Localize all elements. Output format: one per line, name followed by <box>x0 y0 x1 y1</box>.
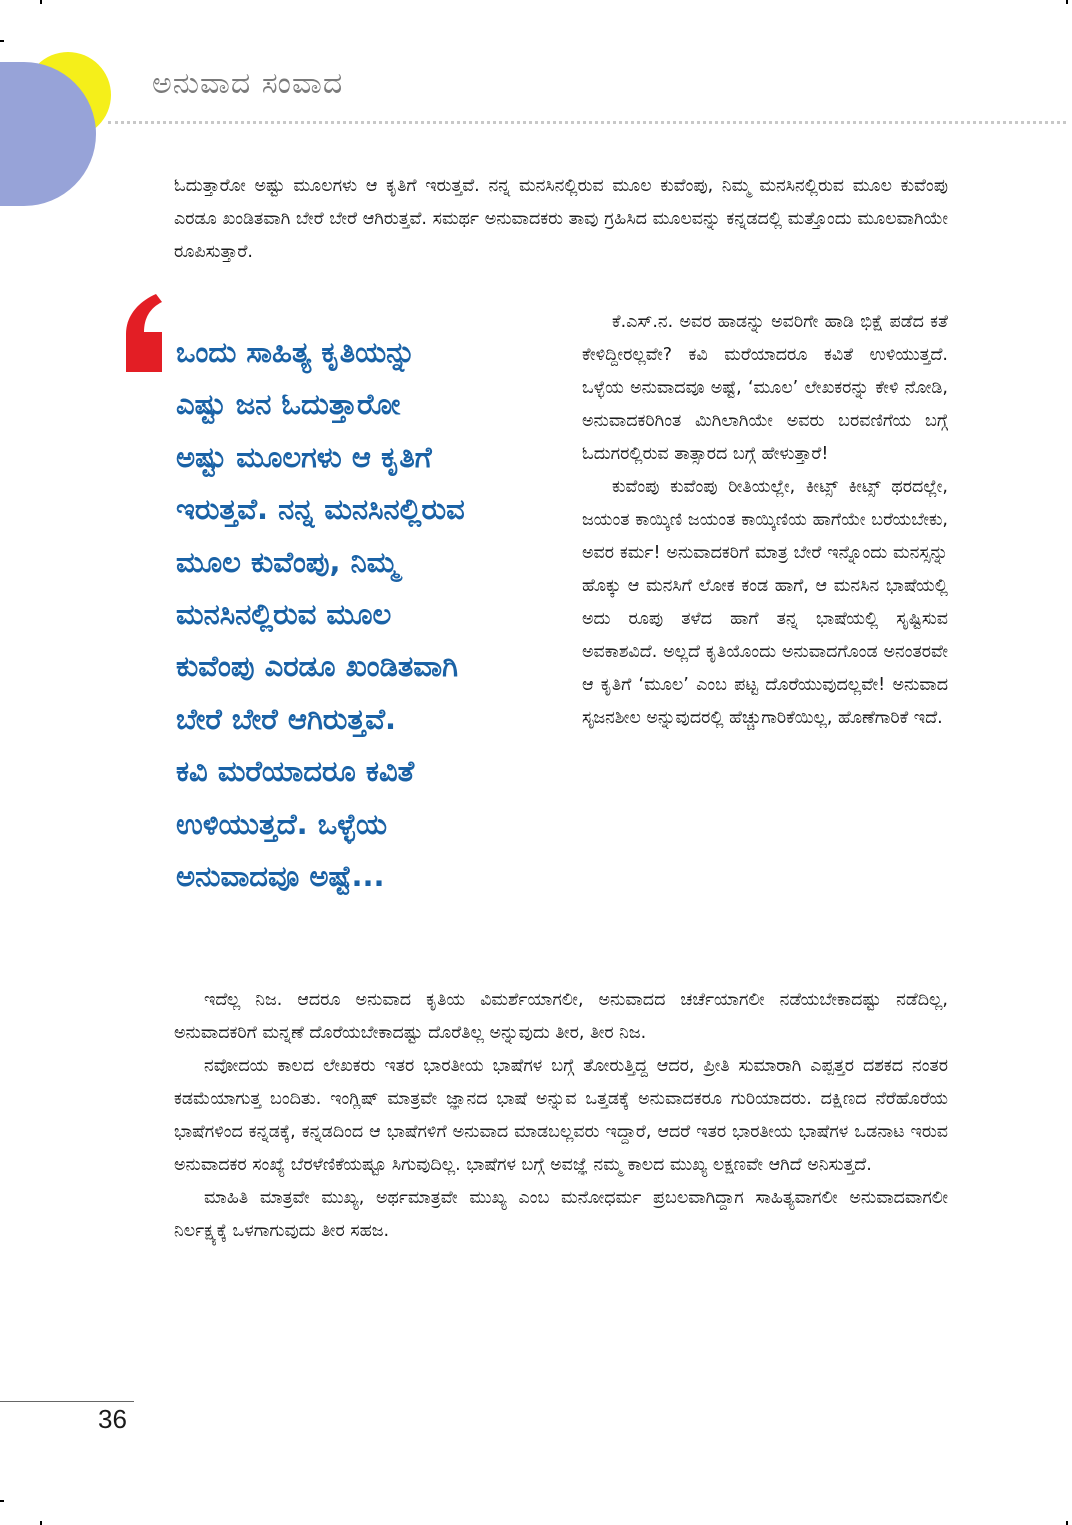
bottom-paragraph-2: ನವೋದಯ ಕಾಲದ ಲೇಖಕರು ಇತರ ಭಾರತೀಯ ಭಾಷೆಗಳ ಬಗ್ಗೆ ತೋರುತ್ತಿದ್ದ ಆದರ, ಪ್ರೀತಿ ಸುಮಾರಾಗಿ ಎಪ್ಪತ್ತರ ದಶಕದ ನಂತರ ಕಡಮೆಯಾಗುತ್ತ ಬಂದಿತು. ಇಂಗ್ಲಿಷ್ ಮಾತ್ರವೇ ಜ್ಞಾನದ ಭಾಷೆ ಅನ್ನುವ ಒತ್ತಡಕ್ಕೆ ಅನುವಾದಕರೂ ಗುರಿಯಾದರು. ದಕ್ಷಿಣದ ನೆರೆಹೊರೆಯ ಭಾಷೆಗಳಿಂದ ಕನ್ನಡಕ್ಕೆ, ಕನ್ನಡದಿಂದ ಆ ಭಾಷೆಗಳಿಗೆ ಅನುವಾದ ಮಾಡಬಲ್ಲವರು ಇದ್ದಾರೆ, ಆದರೆ ಇತರ ಭಾರತೀಯ ಭಾಷೆಗಳ ಒಡನಾಟ ಇರುವ ಅನುವಾದಕರ ಸಂಖ್ಯೆ ಬೆರಳೆಣಿಕೆಯಷ್ಟೂ ಸಿಗುವುದಿಲ್ಲ. ಭಾಷೆಗಳ ಬಗ್ಗೆ ಅವಜ್ಞೆ ನಮ್ಮ ಕಾಲದ ಮುಖ್ಯ ಲಕ್ಷಣವೇ ಆಗಿದೆ ಅನಿಸುತ್ತದೆ. <box>174 1056 948 1175</box>
right-column <box>582 306 948 735</box>
intro-paragraph: ಓದುತ್ತಾರೋ ಅಷ್ಟು ಮೂಲಗಳು ಆ ಕೃತಿಗೆ ಇರುತ್ತವೆ. ನನ್ನ ಮನಸಿನಲ್ಲಿರುವ ಮೂಲ ಕುವೆಂಪು, ನಿಮ್ಮ ಮನಸಿನಲ್ಲಿರುವ ಮೂಲ ಕುವೆಂಪು ಎರಡೂ ಖಂಡಿತವಾಗಿ ಬೇರೆ ಬೇರೆ ಆಗಿರುತ್ತವೆ. ಸಮರ್ಥ ಅನುವಾದಕರು ತಾವು ಗ್ರಹಿಸಿದ ಮೂಲವನ್ನು ಕನ್ನಡದಲ್ಲಿ ಮತ್ತೊಂದು ಮೂಲವಾಗಿಯೇ ರೂಪಿಸುತ್ತಾರೆ. <box>174 176 948 262</box>
quote-mark-icon <box>122 294 166 372</box>
footer-divider <box>0 1401 134 1402</box>
bottom-text-block <box>174 984 948 1248</box>
bottom-paragraph-3: ಮಾಹಿತಿ ಮಾತ್ರವೇ ಮುಖ್ಯ, ಅರ್ಥಮಾತ್ರವೇ ಮುಖ್ಯ ಎಂಬ ಮನೋಧರ್ಮ ಪ್ರಬಲವಾಗಿದ್ದಾಗ ಸಾಹಿತ್ಯವಾಗಲೀ ಅನುವಾದವಾಗಲೀ ನಿರ್ಲಕ್ಷ್ಯಕ್ಕೆ ಒಳಗಾಗುವುದು ತೀರ ಸಹಜ. <box>174 1188 948 1241</box>
bottom-paragraph-1: ಇದೆಲ್ಲ ನಿಜ. ಆದರೂ ಅನುವಾದ ಕೃತಿಯ ವಿಮರ್ಶೆಯಾಗಲೀ, ಅನುವಾದದ ಚರ್ಚೆಯಾಗಲೀ ನಡೆಯಬೇಕಾದಷ್ಟು ನಡೆದಿಲ್ಲ, ಅನುವಾದಕರಿಗೆ ಮನ್ನಣೆ ದೊರೆಯಬೇಕಾದಷ್ಟು ದೊರೆತಿಲ್ಲ ಅನ್ನುವುದು ತೀರ, ತೀರ ನಿಜ. <box>174 990 948 1043</box>
crop-mark-bottom-left <box>0 1500 4 1502</box>
crop-mark-top-right <box>1066 0 1068 4</box>
crop-mark-bottom-right <box>1066 1521 1068 1525</box>
header-dotted-divider <box>108 121 1066 124</box>
crop-mark-bottom-mid <box>40 1521 42 1525</box>
right-column-paragraph-1: ಕೆ.ಎಸ್.ನ. ಅವರ ಹಾಡನ್ನು ಅವರಿಗೇ ಹಾಡಿ ಭಿಕ್ಷೆ ಪಡೆದ ಕತೆ ಕೇಳಿದ್ದೀರಲ್ಲವೇ? ಕವಿ ಮರೆಯಾದರೂ ಕವಿತೆ ಉಳಿಯುತ್ತದೆ. ಒಳ್ಳೆಯ ಅನುವಾದವೂ ಅಷ್ಟೆ, ‘ಮೂಲ’ ಲೇಖಕರನ್ನು ಕೇಳಿ ನೋಡಿ, ಅನುವಾದಕರಿಗಿಂತ ಮಿಗಿಲಾಗಿಯೇ ಅವರು ಬರವಣಿಗೆಯ ಬಗ್ಗೆ ಓದುಗರಲ್ಲಿರುವ ತಾತ್ಸಾರದ ಬಗ್ಗೆ ಹೇಳುತ್ತಾರೆ! <box>582 312 948 464</box>
page-number: 36 <box>98 1404 127 1434</box>
crop-mark-top-mid <box>40 0 42 4</box>
pull-quote: ಒಂದು ಸಾಹಿತ್ಯ ಕೃತಿಯನ್ನು ಎಷ್ಟು ಜನ ಓದುತ್ತಾರೋ ಅಷ್ಟು ಮೂಲಗಳು ಆ ಕೃತಿಗೆ ಇರುತ್ತವೆ. ನನ್ನ ಮನಸಿನಲ್ಲಿರುವ ಮೂಲ ಕುವೆಂಪು, ನಿಮ್ಮ ಮನಸಿನಲ್ಲಿರುವ ಮೂಲ ಕುವೆಂಪು ಎರಡೂ ಖಂಡಿತವಾಗಿ ಬೇರೆ ಬೇರೆ ಆಗಿರುತ್ತವೆ. ಕವಿ ಮರೆಯಾದರೂ ಕವಿತೆ ಉಳಿಯುತ್ತದೆ. ಒಳ್ಳೆಯ ಅನುವಾದವೂ ಅಷ್ಟೆ... <box>176 335 465 894</box>
right-column-paragraph-2: ಕುವೆಂಪು ಕುವೆಂಪು ರೀತಿಯಲ್ಲೇ, ಕೀಟ್ಸ್ ಕೀಟ್ಸ್ ಥರದಲ್ಲೇ, ಜಯಂತ ಕಾಯ್ಕಿಣಿ ಜಯಂತ ಕಾಯ್ಕಿಣಿಯ ಹಾಗೆಯೇ ಬರೆಯಬೇಕು, ಅವರ ಕರ್ಮ! ಅನುವಾದಕರಿಗೆ ಮಾತ್ರ ಬೇರೆ ಇನ್ನೊಂದು ಮನಸ್ಸನ್ನು ಹೊಕ್ಕು ಆ ಮನಸಿಗೆ ಲೋಕ ಕಂಡ ಹಾಗೆ, ಆ ಮನಸಿನ ಭಾಷೆಯಲ್ಲಿ ಅದು ರೂಪು ತಳೆದ ಹಾಗೆ ತನ್ನ ಭಾಷೆಯಲ್ಲಿ ಸೃಷ್ಟಿಸುವ ಅವಕಾಶವಿದೆ. ಅಲ್ಲದೆ ಕೃತಿಯೊಂದು ಅನುವಾದಗೊಂಡ ಅನಂತರವೇ ಆ ಕೃತಿಗೆ ‘ಮೂಲ’ ಎಂಬ ಪಟ್ಟ ದೊರೆಯುವುದಲ್ಲವೇ! ಅನುವಾದ ಸೃಜನಶೀಲ ಅನ್ನುವುದರಲ್ಲಿ ಹೆಚ್ಚುಗಾರಿಕೆಯಿಲ್ಲ, ಹೊಣೆಗಾರಿಕೆ ಇದೆ. <box>582 477 948 728</box>
crop-mark-top-left <box>0 40 4 42</box>
section-title: ಅನುವಾದ ಸಂವಾದ <box>152 66 344 101</box>
